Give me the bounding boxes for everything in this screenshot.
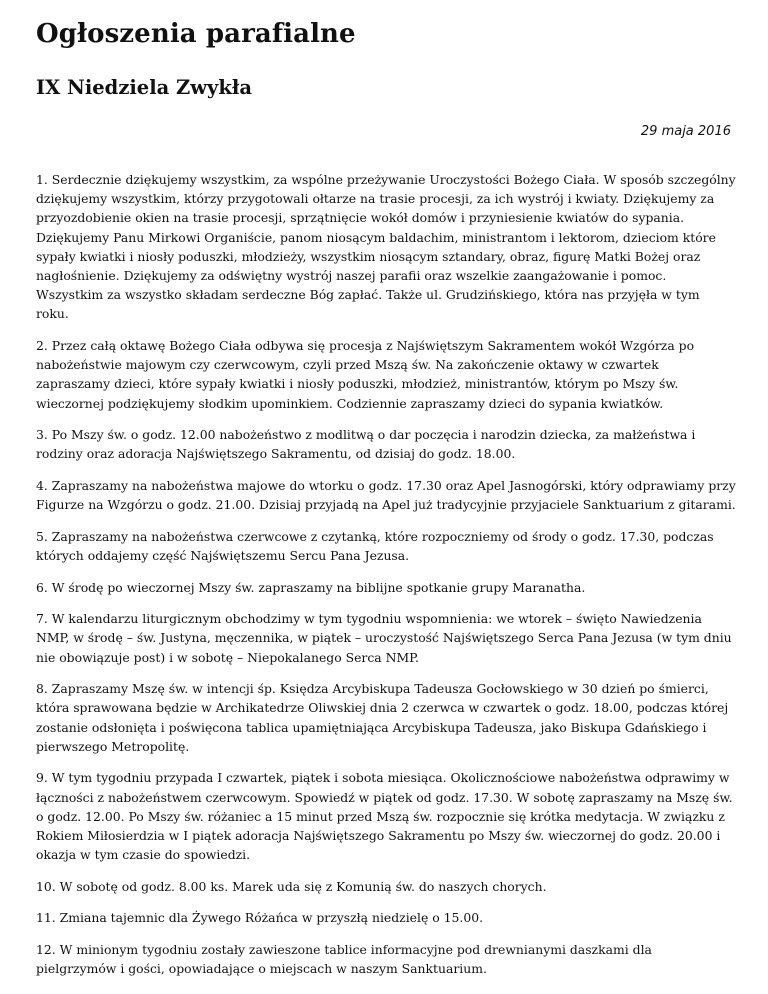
announcement-item: 2. Przez całą oktawę Bożego Ciała odbywa się procesja z Najświętszym Sakramentem wokół Wzgórza po nabożeństwie majowym czy czerwcowym, czyli przed Mszą św. Na zakończenie oktawy w czwartek zapraszamy dzieci, które sypały kwiatki i niosły poduszki, młodzież, ministrantów, którym po Mszy św. wieczornej podziękujemy słodkim upominkiem. Codziennie zapraszamy dzieci do sypania kwiatków. xyxy=(36,338,695,411)
sunday-subtitle: IX Niedziela Zwykła xyxy=(36,76,253,99)
page-title: Ogłoszenia parafialne xyxy=(36,19,356,49)
announcement-item: 4. Zapraszamy na nabożeństwa majowe do wtorku o godz. 17.30 oraz Apel Jasnogórski, który odprawiamy przy Figurze na Wzgórzu o godz. 21.00. Dzisiaj przyjadą na Apel już tradycyjnie przyjaciele Sanktuarium z gitarami. xyxy=(36,478,736,513)
bulletin-page xyxy=(36,14,736,991)
announcement-item: 9. W tym tygodniu przypada I czwartek, piątek i sobota miesiąca. Okolicznościowe nabożeństwa odprawimy w łączności z nabożeństwem czerwcowym. Spowiedź w piątek od godz. 17.30. W sobotę zapraszamy na Mszę św. o godz. 12.00. Po Mszy św. różaniec a 15 minut przed Mszą św. rozpocznie się krótka medytacja. W związku z Rokiem Miłosierdzia w I piątek adoracja Najświętszego Sakramentu po Mszy św. wieczornej do godz. 20.00 i okazja w tym czasie do spowiedzi. xyxy=(36,770,733,863)
announcement-item: 10. W sobotę od godz. 8.00 ks. Marek uda się z Komunią św. do naszych chorych. xyxy=(36,878,547,894)
announcement-item: 5. Zapraszamy na nabożeństwa czerwcowe z czytanką, które rozpoczniemy od środy o godz. 17.30, podczas których oddajemy część Najświętszemu Sercu Pana Jezusa. xyxy=(36,528,714,564)
announcement-item: 6. W środę po wieczornej Mszy św. zapraszamy na biblijne spotkanie grupy Maranatha. xyxy=(36,579,586,595)
announcement-item: 12. W minionym tygodniu zostały zawieszone tablice informacyjne pod drewnianymi daszkami dla pielgrzymów i gości, opowiadające o miejscach w naszym Sanktuarium. xyxy=(36,942,652,977)
announcement-item: 8. Zapraszamy Mszę św. w intencji śp. Księdza Arcybiskupa Tadeusza Gocłowskiego w 30 dzień po śmierci, która sprawowana będzie w Archikatedrze Oliwskiej dnia 2 czerwca w czwartek o godz. 18.00, podczas której zostanie odsłonięta i poświęcona tablica upamiętniająca Arcybiskupa Tadeusza, jako Biskupa Gdańskiego i pierwszego Metropolitę. xyxy=(36,681,729,754)
announcement-item: 1. Serdecznie dziękujemy wszystkim, za wspólne przeżywanie Uroczystości Bożego Ciała. W sposób szczególny dziękujemy wszystkim, którzy przygotowali ołtarze na trasie procesji, za ich wystrój i kwiaty. Dziękujemy za przyozdobienie okien na trasie procesji, sprzątnięcie wokół domów i przyniesienie kwiatów do sypania. Dziękujemy Panu Mirkowi Organiście, panom niosącym baldachim, ministrantom i lektorom, dzieciom które sypały kwiatki i niosły poduszki, młodzieży, wszystkim niosącym sztandary, obraz, figurę Matki Bożej oraz nagłośnienie. Dziękujemy za odświętny wystrój naszej parafii oraz wszelkie zaangażowanie i pomoc. Wszystkim za wszystko składam serdeczne Bóg zapłać. Także ul. Grudzińskiego, która nas przyjęła w tym roku. xyxy=(36,172,736,322)
announcement-item: 11. Zmiana tajemnic dla Żywego Różańca w przyszłą niedzielę o 15.00. xyxy=(36,910,484,926)
bulletin-date: 29 maja 2016 xyxy=(640,124,731,139)
announcement-item: 3. Po Mszy św. o godz. 12.00 nabożeństwo z modlitwą o dar poczęcia i narodzin dziecka, za małżeństwa i rodziny oraz adoracja Najświętszego Sakramentu, od dzisiaj do godz. 18.00. xyxy=(36,427,696,462)
announcement-item: 7. W kalendarzu liturgicznym obchodzimy w tym tygodniu wspomnienia: we wtorek – święto Nawiedzenia NMP, w środę – św. Justyna, męczennika, w piątek – uroczystość Najświętszego Serca Pana Jezusa (w tym dniu nie obowiązuje post) i w sobotę – Niepokalanego Serca NMP. xyxy=(36,611,732,665)
announcement-list xyxy=(36,170,736,978)
